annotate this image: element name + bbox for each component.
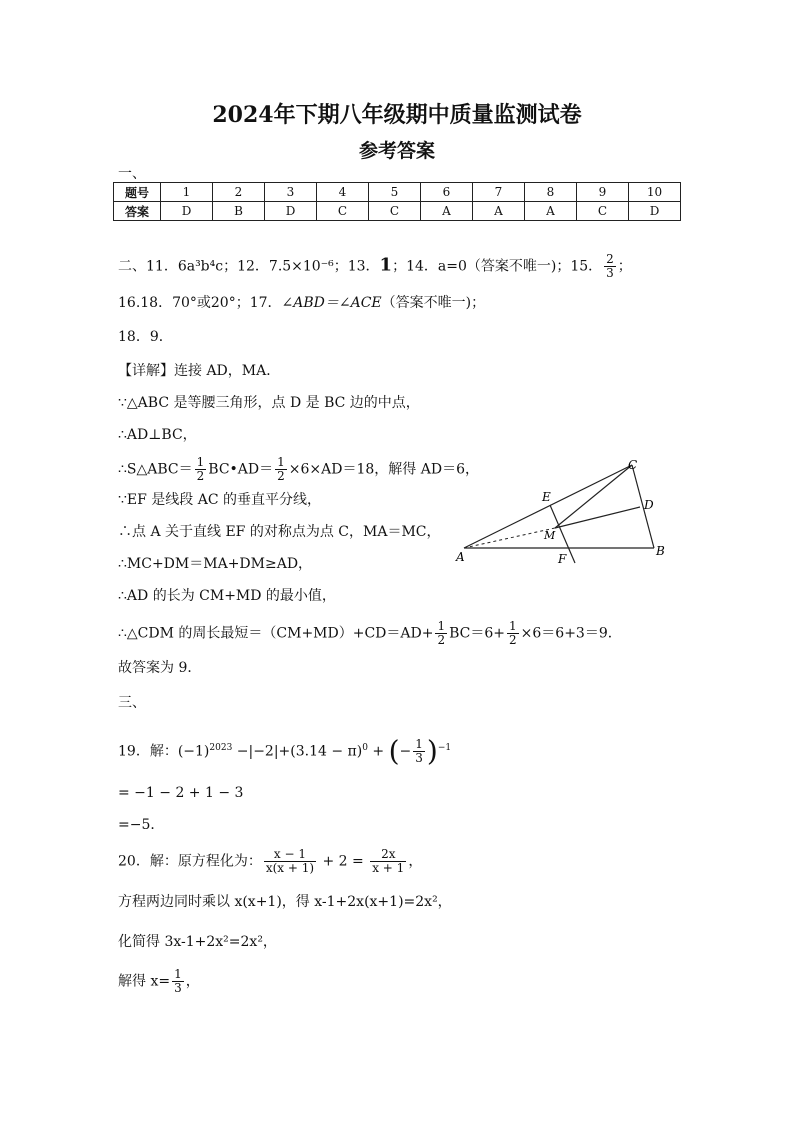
table-cell: 6 — [421, 183, 473, 202]
answer-table — [113, 182, 681, 221]
table-cell: 1 — [161, 183, 213, 202]
table-cell: 4 — [317, 183, 369, 202]
proof-line: 故答案为 9． — [118, 660, 202, 676]
fraction: $\frac{x - 1}{x(x + 1)}$ — [265, 847, 315, 875]
section-2-line-2: 16.18．70°或20°；17．∠ABD＝∠ACE（答案不唯一)； — [118, 295, 486, 311]
table-cell: B — [213, 202, 265, 221]
table-cell: 7 — [473, 183, 525, 202]
proof-line: ∴点 A 关于直线 EF 的对称点为点 C，MA＝MC， — [118, 524, 441, 540]
q20-step: 方程两边同时乘以 x(x+1)，得 x-1+2x(x+1)=2x²， — [118, 894, 452, 910]
table-cell: 9 — [577, 183, 629, 202]
label-m: M — [544, 529, 556, 542]
table-cell: D — [161, 202, 213, 221]
table-cell: A — [473, 202, 525, 221]
fraction: $\frac{1}{3}$ — [174, 967, 182, 995]
section-1-heading: 一、 — [118, 166, 146, 182]
fraction: $\frac{1}{2}$ — [196, 455, 205, 483]
proof-line: ∴AD⊥BC， — [118, 427, 197, 443]
label-c: C — [628, 458, 638, 472]
detail-heading: 【详解】连接 AD，MA． — [118, 363, 281, 379]
proof-line: ∵EF 是线段 AC 的垂直平分线， — [118, 492, 322, 508]
q20-step: 化简得 3x-1+2x²=2x²， — [118, 934, 277, 950]
table-cell: 5 — [369, 183, 421, 202]
q19-step: = −1 − 2 + 1 − 3 — [118, 785, 244, 801]
table-cell: 2 — [213, 183, 265, 202]
section-2-line-3: 18．9． — [118, 329, 173, 345]
table-cell: D — [629, 202, 681, 221]
q19-step: =−5． — [118, 817, 165, 833]
fraction: $\frac{1}{3}$ — [415, 737, 423, 766]
label-f: F — [558, 552, 567, 566]
fraction: $\frac{2x}{x + 1}$ — [372, 847, 405, 875]
table-cell: 8 — [525, 183, 577, 202]
table-cell: 10 — [629, 183, 681, 202]
table-cell: A — [421, 202, 473, 221]
table-cell: C — [317, 202, 369, 221]
page-title: 2024年下期八年级期中质量监测试卷 — [212, 102, 582, 128]
section-2-line-1: 二、11．6a³b⁴c；12．7.5×10⁻⁶；13．1；14．a=0（答案不唯一)；15． $\frac{2}{3}$ ； — [118, 252, 632, 280]
table-row — [114, 183, 681, 202]
line-am — [464, 528, 555, 548]
q20-equation: 20．解：原方程化为： $\frac{x - 1}{x(x + 1)}$ + 2 = $\frac{2x}{x + 1}$ ， — [118, 847, 423, 875]
table-cell: A — [525, 202, 577, 221]
table-cell: C — [577, 202, 629, 221]
label-b: B — [656, 544, 665, 558]
table-header-cell: 题号 — [114, 183, 161, 202]
proof-line: ∴AD 的长为 CM+MD 的最小值， — [118, 588, 336, 604]
table-header-cell: 答案 — [114, 202, 161, 221]
table-cell: D — [265, 202, 317, 221]
table-row — [114, 202, 681, 221]
q19-expression: 19．解：$(-1)^{2023} -|-2|+(3.14 - \pi)^0$ + (− $\frac{1}{3}$ )$^{-1}$ — [118, 734, 452, 768]
fraction: $\frac{1}{2}$ — [277, 455, 285, 483]
fraction: $\frac{1}{2}$ — [509, 619, 517, 647]
section-3-heading: 三、 — [118, 695, 146, 711]
label-d: D — [644, 498, 654, 512]
q20-step: 解得 x= $\frac{1}{3}$ ， — [118, 967, 200, 995]
page-subtitle: 参考答案 — [358, 140, 435, 162]
label-e: E — [542, 490, 551, 504]
fraction: $\frac{1}{2}$ — [437, 619, 446, 647]
proof-line: ∴△CDM 的周长最短＝（CM+MD）+CD＝AD+ $\frac{1}{2}$ BC＝6+ $\frac{1}{2}$ ×6＝6+3＝9． — [118, 619, 622, 647]
fraction: $\frac{2}{3}$ — [606, 252, 614, 280]
proof-line: ∵△ABC 是等腰三角形，点 D 是 BC 边的中点， — [118, 395, 420, 411]
triangle-figure — [450, 455, 680, 575]
table-cell: C — [369, 202, 421, 221]
label-a: A — [456, 550, 465, 564]
proof-line: ∴MC+DM＝MA+DM≥AD， — [118, 556, 313, 572]
table-cell: 3 — [265, 183, 317, 202]
proof-line: ∴S△ABC＝ $\frac{1}{2}$ BC•AD＝ $\frac{1}{2}$ ×6×AD＝18，解得 AD＝6， — [118, 455, 479, 483]
